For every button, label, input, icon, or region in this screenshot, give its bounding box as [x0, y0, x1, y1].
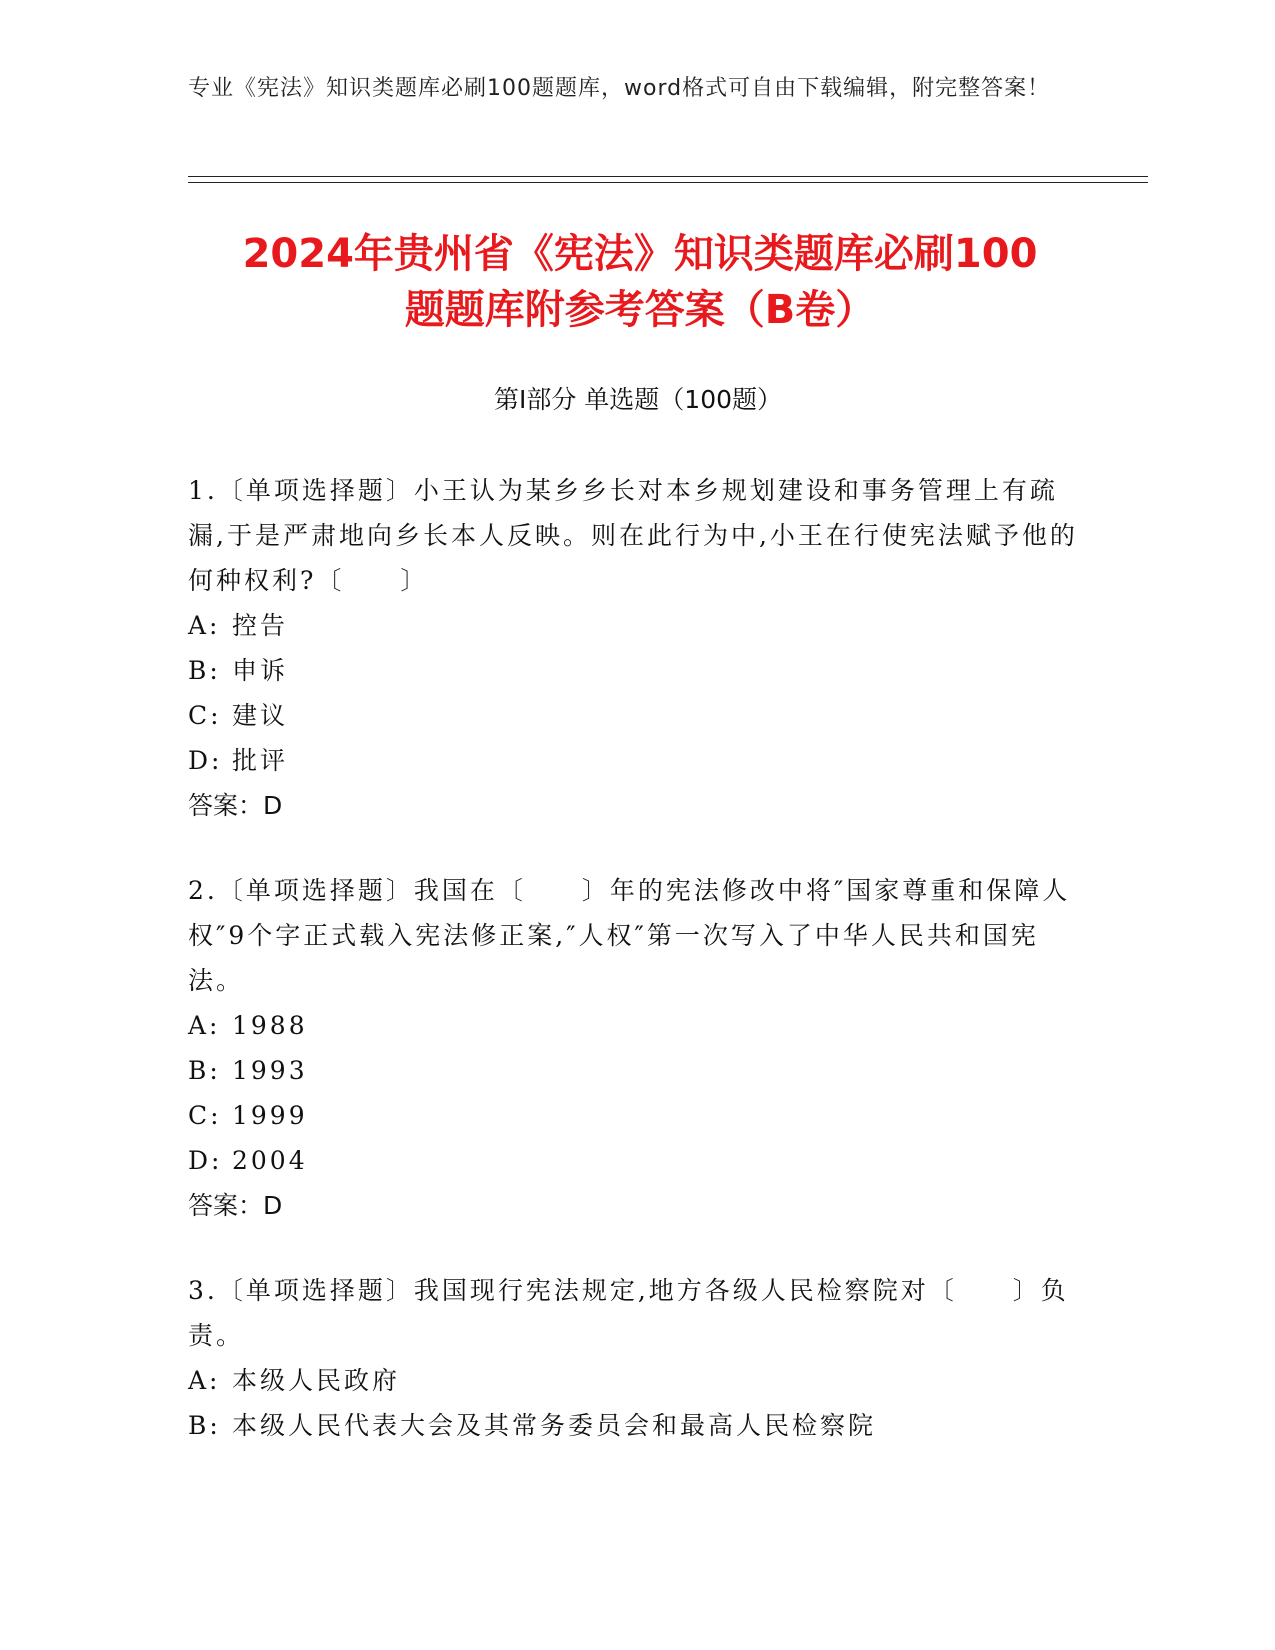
- option-text: 批评: [232, 746, 289, 775]
- section-title: 第Ⅰ部分 单选题（100题）: [493, 385, 783, 414]
- option-letter: C:: [188, 701, 222, 730]
- question-stem: 3.〔单项选择题〕我国现行宪法规定,地方各级人民检察院对〔 〕负责。: [188, 1276, 1069, 1350]
- option-text: 1993: [232, 1056, 308, 1085]
- option-text: 申诉: [232, 656, 289, 685]
- question-option: [188, 1358, 1078, 1403]
- document-title-line-1: 2024年贵州省《宪法》知识类题库必刷100: [242, 231, 1038, 277]
- question-option: [188, 738, 1078, 783]
- option-text: 控告: [232, 611, 289, 640]
- option-text: 2004: [232, 1146, 308, 1175]
- question-option: [188, 1093, 1078, 1138]
- option-letter: C:: [188, 1101, 222, 1130]
- option-letter: B:: [188, 656, 221, 685]
- question-item: [188, 868, 1078, 1228]
- question-answer: 答案：D: [188, 791, 283, 820]
- document-title: [160, 226, 1120, 338]
- question-stem: 1.〔单项选择题〕小王认为某乡乡长对本乡规划建设和事务管理上有疏漏,于是严肃地向乡长本人反映。则在此行为中,小王在行使宪法赋予他的何种权利?〔 〕: [188, 476, 1078, 595]
- option-letter: B:: [188, 1056, 221, 1085]
- option-letter: D:: [188, 746, 223, 775]
- question-option: [188, 1003, 1078, 1048]
- question-list: [188, 468, 1078, 1488]
- question-option: [188, 603, 1078, 648]
- document-title-line-2: 题题库附参考答案（B卷）: [404, 287, 876, 333]
- header-note: 专业《宪法》知识类题库必刷100题题库，word格式可自由下载编辑，附完整答案！: [188, 76, 1051, 101]
- option-letter: A:: [188, 611, 221, 640]
- option-letter: B:: [188, 1411, 221, 1440]
- question-option: [188, 1048, 1078, 1093]
- option-letter: D:: [188, 1146, 223, 1175]
- question-stem: 2.〔单项选择题〕我国在〔 〕年的宪法修改中将″国家尊重和保障人权″9个字正式载入宪法修正案,″人权″第一次写入了中华人民共和国宪法。: [188, 876, 1071, 995]
- question-item: [188, 468, 1078, 828]
- option-letter: A:: [188, 1366, 221, 1395]
- question-option: [188, 648, 1078, 693]
- question-item: [188, 1268, 1078, 1448]
- option-text: 建议: [232, 701, 289, 730]
- header-divider-top: [188, 176, 1148, 177]
- question-answer: 答案：D: [188, 1191, 283, 1220]
- option-text: 1988: [232, 1011, 308, 1040]
- option-text: 本级人民政府: [232, 1366, 401, 1395]
- header-divider-bottom: [188, 182, 1148, 183]
- option-letter: A:: [188, 1011, 221, 1040]
- option-text: 本级人民代表大会及其常务委员会和最高人民检察院: [232, 1411, 877, 1440]
- question-option: [188, 693, 1078, 738]
- question-option: [188, 1138, 1078, 1183]
- option-text: 1999: [232, 1101, 308, 1130]
- question-option: [188, 1403, 1078, 1448]
